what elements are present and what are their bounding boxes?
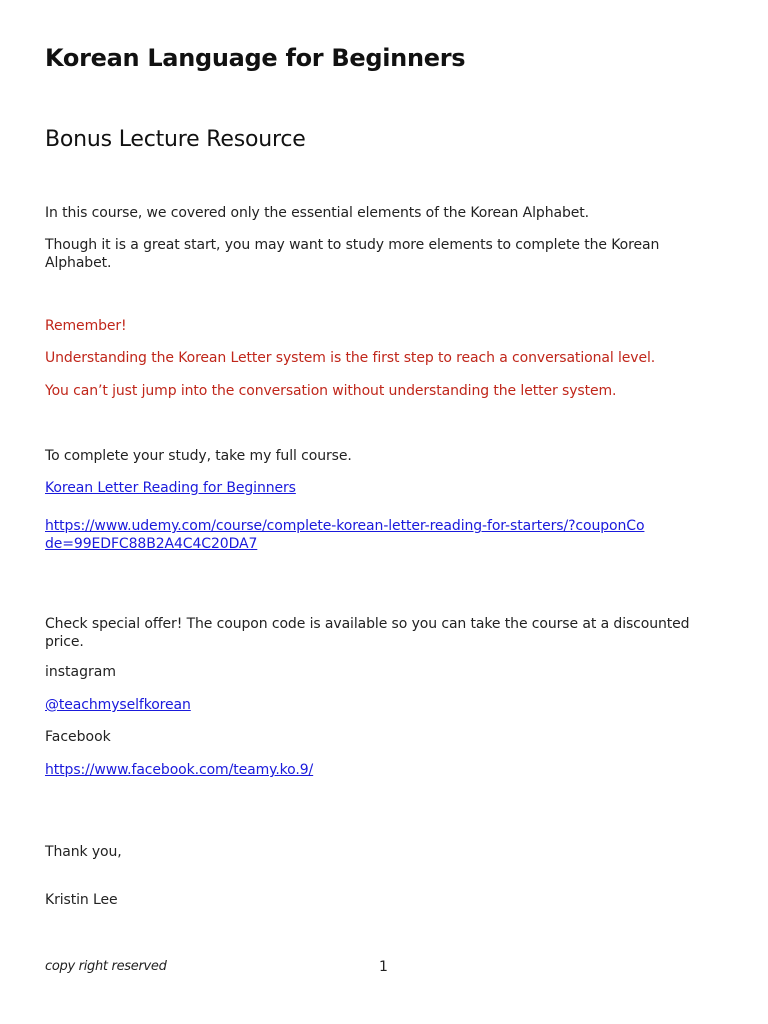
intro-paragraph-1: In this course, we covered only the essential elements of the Korean Alphabet. [45, 205, 589, 221]
page-number: 1 [379, 959, 388, 975]
signature-text: Kristin Lee [45, 892, 118, 908]
special-offer-text: Check special offer! The coupon code is available so you can take the course at a discounted price. [45, 616, 690, 650]
instagram-handle-link[interactable]: @teachmyselfkorean [45, 697, 191, 713]
document-subtitle: Bonus Lecture Resource [45, 127, 306, 152]
facebook-url-link[interactable]: https://www.facebook.com/teamy.ko.9/ [45, 762, 314, 778]
document-title: Korean Language for Beginners [45, 44, 466, 72]
copyright-footer: copy right reserved [45, 959, 167, 974]
remember-label: Remember! [45, 318, 127, 334]
intro-paragraph-2: Though it is a great start, you may want to study more elements to complete the Korean Alphabet. [45, 237, 660, 271]
instagram-label: instagram [45, 664, 116, 680]
thanks-text: Thank you, [45, 844, 122, 860]
complete-study-text: To complete your study, take my full course. [45, 448, 352, 464]
course-url-link[interactable]: https://www.udemy.com/course/complete-korean-letter-reading-for-starters/?couponCode=99EDFC88B2A4C4C20DA7 [45, 518, 645, 552]
remember-line-1: Understanding the Korean Letter system is the first step to reach a conversational level. [45, 350, 656, 366]
remember-line-2: You can’t just jump into the conversation without understanding the letter system. [45, 383, 617, 399]
facebook-label: Facebook [45, 729, 111, 745]
course-title-link[interactable]: Korean Letter Reading for Beginners [45, 480, 296, 496]
